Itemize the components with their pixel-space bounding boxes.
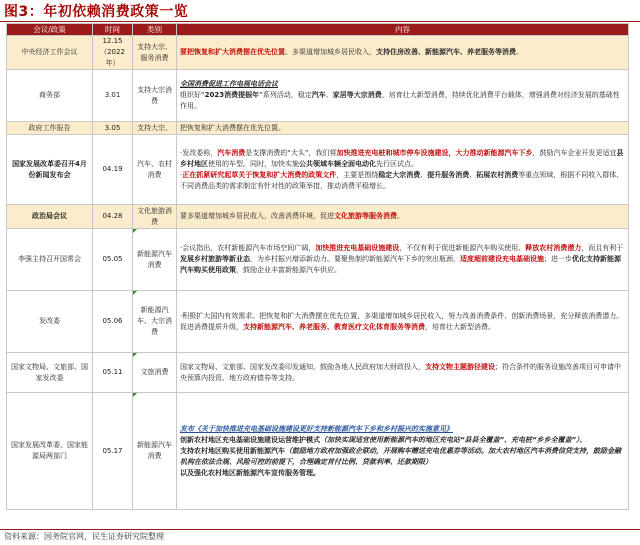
content-run: 正在抓紧研究起草关于恢复和扩大消费的政策文件 xyxy=(182,170,337,179)
content-run: 支持文物主题游径建设 xyxy=(425,362,495,371)
content-run: 汽车消费 xyxy=(217,148,246,157)
figure-title: 图3：年初依赖消费政策一览 xyxy=(4,4,189,20)
flag-icon xyxy=(133,393,137,397)
row-category: 支持大宗消费 xyxy=(133,70,177,122)
row-time: 05.06 xyxy=(93,291,133,353)
content-run: 加快推进充电桩和城市停车设施建设，大力推动新能源汽车下乡 xyxy=(336,148,533,157)
table-header-row xyxy=(7,24,629,36)
content-run: 文化旅游等服务消费 xyxy=(334,212,397,220)
content-run: 发展乡村旅游等新业态 xyxy=(180,255,250,263)
time-text: 12.15 （2022年） xyxy=(100,37,125,67)
header-time: 时间 xyxy=(93,24,133,36)
flag-icon xyxy=(133,291,137,295)
content-run: 、 xyxy=(325,91,333,99)
content-run: 、 支持农村地区购买使用新能源汽车 xyxy=(180,435,587,455)
content-run: 以及强化农村地区新能源汽车宣传服务管理 xyxy=(180,468,313,477)
row-time xyxy=(93,36,133,70)
row-content xyxy=(177,353,629,393)
content-run: 。 xyxy=(397,212,404,220)
content-run: （鼓励地方政府加强政企联动，开展购车赠送充电优惠券等活动。加大农村地区汽车消费信贷支持，鼓励金融机构在依法合规、风险可控的前提下，合理确定首付比例、贷款利率、还款期限） xyxy=(180,446,621,466)
content-run: 先行区试点。 · xyxy=(180,159,418,179)
content-run: 汽车 xyxy=(311,91,326,99)
content-run: ；符合条件的服务设施改善项目可申请中央预算内投资、地方政府债券等支持。 xyxy=(180,362,621,382)
row-org: 国家文物局、文旅部、国家发改委 xyxy=(7,353,93,393)
row-time: 05.17 xyxy=(93,393,133,510)
content-run: 是支撑消费的“大头”，我们将 xyxy=(245,148,337,157)
category-text: 新能源汽车消费 xyxy=(137,441,172,460)
row-content xyxy=(177,205,629,229)
row-org: 政府工作报告 xyxy=(7,122,93,135)
table-row xyxy=(7,393,629,510)
row-org: 国家发展改革委召开4月份新闻发布会 xyxy=(7,135,93,205)
table-row xyxy=(7,291,629,353)
row-org: 李强主持召开国常会 xyxy=(7,229,93,291)
flag-icon xyxy=(133,229,137,233)
content-body xyxy=(180,435,625,479)
content-run: ，鼓励汽车企业开发更适宜 xyxy=(532,148,617,157)
content-run: 支持新能源汽车、养老服务、教育医疗文化体育服务等消费 xyxy=(243,322,425,331)
header-content: 内容 xyxy=(177,24,629,36)
content-run: 提升服务消费 xyxy=(427,170,470,179)
content-run: 县乡村地区 xyxy=(180,148,624,168)
content-run: ，培育壮大新型消费，持续优化消费平台载体，增强消费对经济发展的基础性作用。 xyxy=(180,91,620,110)
row-time: 3.05 xyxy=(93,122,133,135)
content-run: 。 xyxy=(516,48,523,56)
flag-icon xyxy=(133,353,137,357)
row-content xyxy=(177,291,629,353)
content-run: 加快推进充电基础设施建设 xyxy=(315,244,400,252)
content-run: ，培育壮大新型消费。 xyxy=(425,322,495,331)
sub-heading: 发布《关于加快推进充电基础设施建设更好支持新能源汽车下乡和乡村振兴的实施意见》 xyxy=(180,424,453,433)
content-run: 要把恢复和扩大消费摆在优先位置 xyxy=(180,48,285,56)
row-category xyxy=(133,291,177,353)
content-run: 把恢复和扩大消费摆在优先位置。 xyxy=(180,123,285,132)
content-body xyxy=(180,90,625,112)
table-row xyxy=(7,135,629,205)
row-content xyxy=(177,122,629,135)
row-org: 中央经济工作会议 xyxy=(7,36,93,70)
content-run: ，主要是围绕 xyxy=(336,170,379,179)
content-run: 拓展农村消费 xyxy=(476,170,519,179)
content-run: 家居等大宗消费 xyxy=(332,91,382,99)
content-run: ；进一步 xyxy=(544,255,572,263)
table-row xyxy=(7,205,629,229)
header-category: 类别 xyxy=(133,24,177,36)
content-run: 2023消费提振年 xyxy=(204,91,260,99)
content-run: 国家文物局、文旅部、国家发改委印发通知，鼓励各地人民政府加大财政投入， xyxy=(180,362,425,371)
content-run: 稳定大宗消费 xyxy=(378,170,421,179)
sub-heading: 全国消费促进工作电视电话会议 xyxy=(180,80,278,88)
row-org: 发改委 xyxy=(7,291,93,353)
content-run: 等重点领域，根据不同收入群体、不同消费品类的需求制定有针对性的政策举措，推动消费平稳增长。 xyxy=(180,170,624,190)
source-note: 资料来源：国务院官网，民生证券研究院整理 xyxy=(4,532,164,541)
content-run: 、 xyxy=(469,170,477,179)
category-text: 新能源汽车、大宗消费 xyxy=(137,306,172,336)
content-run: （加快实现适宜使用新能源汽车的地区充电站“县县全覆盖”、充电桩“乡乡全覆盖”） xyxy=(320,435,580,444)
table-row xyxy=(7,36,629,70)
row-org: 政治局会议 xyxy=(7,205,93,229)
table-row xyxy=(7,353,629,393)
table-row xyxy=(7,229,629,291)
row-content xyxy=(177,229,629,291)
content-run: 。 xyxy=(313,468,320,477)
row-time: 04.28 xyxy=(93,205,133,229)
row-category xyxy=(133,393,177,510)
content-run: ，为乡村振兴增添新动力。要聚焦制约新能源汽车下乡的突出瓶颈， xyxy=(250,255,460,263)
content-run: 。多渠道增加城乡居民收入， xyxy=(285,48,376,56)
content-run: 释放农村消费潜力 xyxy=(525,244,582,252)
table-row xyxy=(7,70,629,122)
row-category: 文化旅游消费 xyxy=(133,205,177,229)
table-row xyxy=(7,122,629,135)
row-time: 3.01 xyxy=(93,70,133,122)
bottom-rule xyxy=(0,529,640,530)
title-rule xyxy=(0,21,640,22)
content-run: ·会议指出，农村新能源汽车市场空间广阔， xyxy=(180,244,316,252)
category-text: 新能源汽车消费 xyxy=(137,249,172,269)
row-content xyxy=(177,70,629,122)
policy-table xyxy=(6,23,629,510)
row-time: 05.05 xyxy=(93,229,133,291)
content-run: 、 xyxy=(420,170,428,179)
row-content xyxy=(177,393,629,510)
content-run: 支持住房改善、新能源汽车、养老服务等消费 xyxy=(376,48,516,56)
content-run: ，而且有利于 xyxy=(581,244,624,252)
row-content xyxy=(177,36,629,70)
content-run: 要多渠道增加城乡居民收入，改善消费环境，促进 xyxy=(180,212,334,220)
header-org: 会议/政策 xyxy=(7,24,93,36)
row-category xyxy=(133,353,177,393)
row-content xyxy=(177,135,629,205)
row-time: 05.11 xyxy=(93,353,133,393)
content-run: 组织好“ xyxy=(180,91,205,99)
content-run: ”系列活动，稳定 xyxy=(259,91,312,99)
row-time: 04.19 xyxy=(93,135,133,205)
content-run: 公共领域车辆全面电动化 xyxy=(299,159,376,168)
row-org: 国家发展改革委、国家能源局两部门 xyxy=(7,393,93,510)
content-run: 适度超前建设充电基础设施 xyxy=(460,255,544,263)
row-category: 支持大宗、 xyxy=(133,122,177,135)
content-run: ，鼓励企业丰富新能源汽车供应。 xyxy=(236,266,341,274)
row-category: 支持大宗、服务消费 xyxy=(133,36,177,70)
content-run: 使用的车型。同时，加快实施 xyxy=(208,159,299,168)
row-category xyxy=(133,229,177,291)
content-run: ·积极扩大国内有效需求。把恢复和扩大消费摆在优先位置，多渠道增加城乡居民收入，努力改善消费条件、创新消费场景，充分释放消费潜力。促进消费提质升级， xyxy=(180,311,624,331)
row-org: 商务部 xyxy=(7,70,93,122)
category-text: 文旅消费 xyxy=(140,368,169,376)
content-run: ，不仅有利于促进新能源汽车购买使用、 xyxy=(399,244,526,252)
content-run: 创新农村地区充电基础设施建设运营维护模式 xyxy=(180,435,320,444)
row-category: 汽车、农村消费 xyxy=(133,135,177,205)
content-run: ·发改委称， xyxy=(180,148,218,157)
content-run: 优化支持新能源汽车购买使用政策 xyxy=(180,255,621,274)
